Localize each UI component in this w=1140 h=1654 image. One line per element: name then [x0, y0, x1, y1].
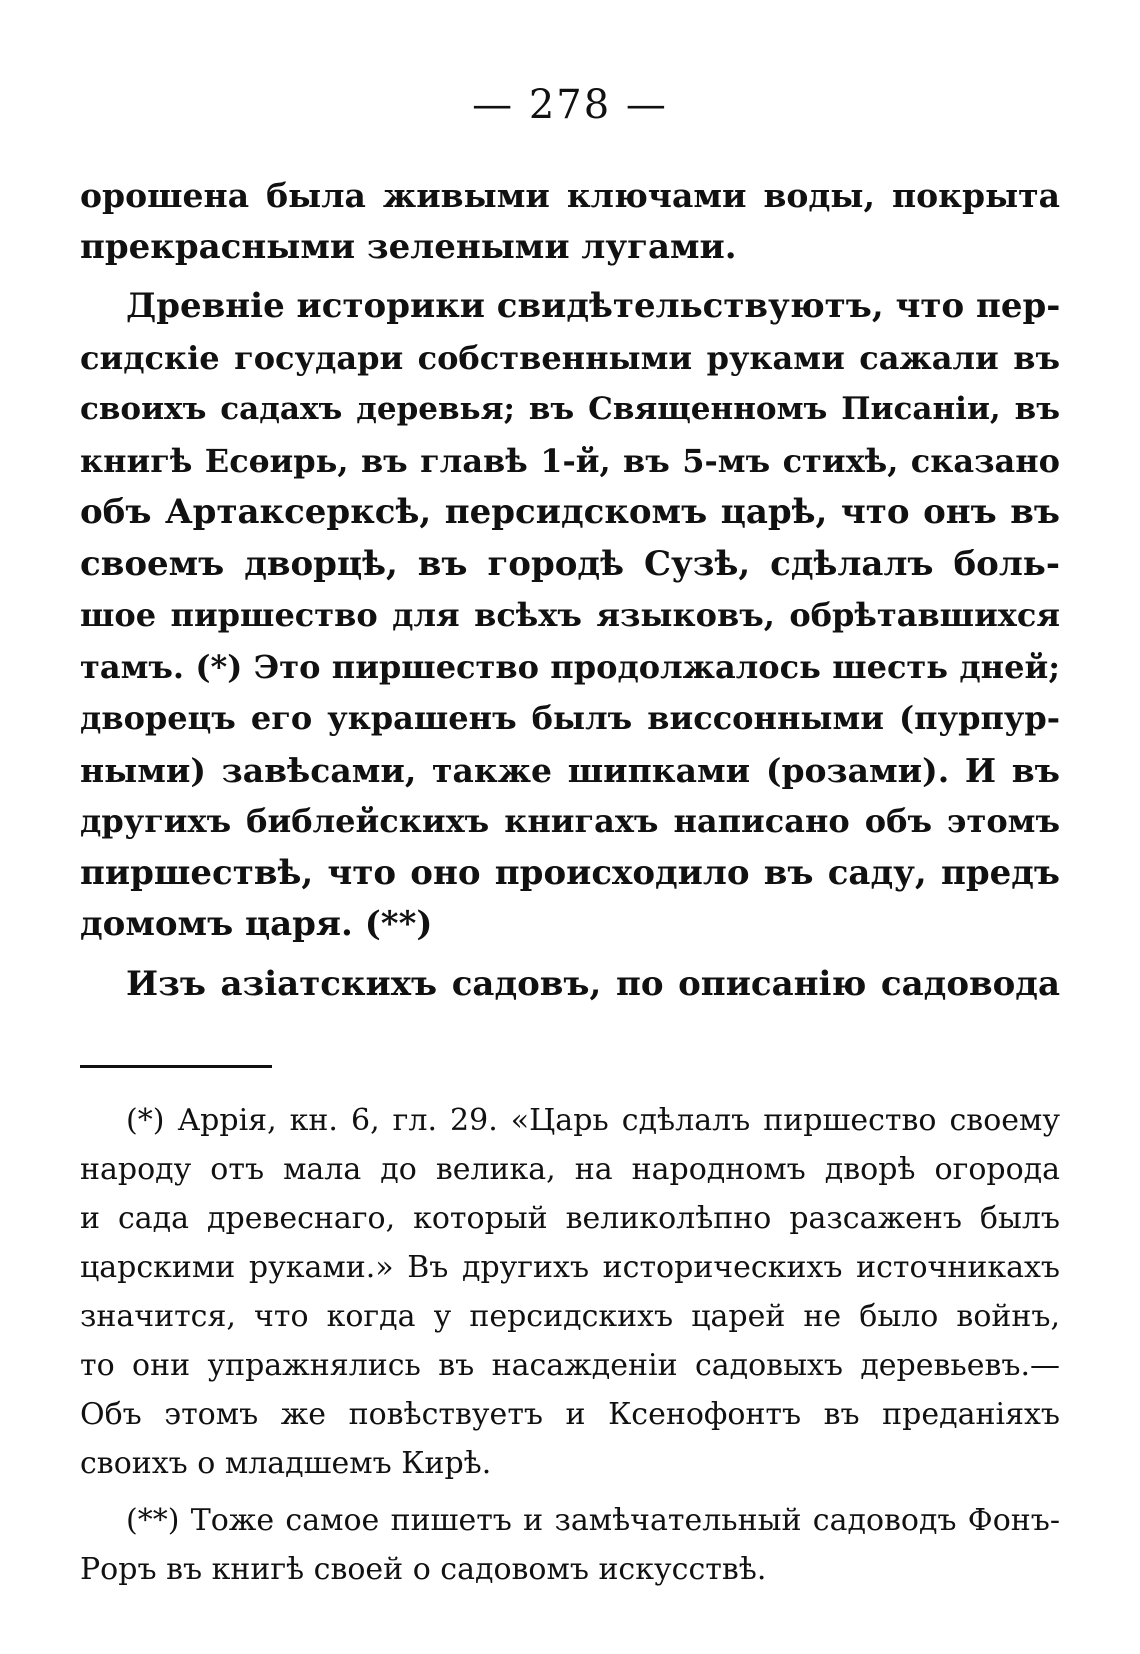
footnote-line: Объ этомъ же повѣствуетъ и Ксенофонтъ въ преданіяхъ [80, 1397, 1060, 1432]
main-text [80, 170, 1060, 1010]
text-line: объ Артаксерксѣ, персидскомъ царѣ, что онъ въ [80, 492, 1060, 532]
text-line: книгѣ Есѳирь, въ главѣ 1-й, въ 5-мъ стихѣ, сказано [80, 441, 1060, 480]
text-line: сидскіе государи собственными руками сажали въ [80, 338, 1060, 377]
footnotes [80, 1096, 1060, 1594]
text-line: другихъ библейскихъ книгахъ написано объ этомъ [80, 802, 1060, 840]
footnote-divider [80, 1065, 272, 1068]
footnote-line: значится, что когда у персидскихъ царей не было войнъ, [80, 1299, 1060, 1334]
text-line: дворецъ его украшенъ былъ виссонными (пурпур- [80, 699, 1060, 737]
text-line: прекрасными зелеными лугами. [80, 226, 737, 267]
text-line: домомъ царя. (**) [80, 904, 433, 944]
text-line: орошена была живыми ключами воды, покрыта [80, 176, 1060, 215]
text-line: Изъ азіатскихъ садовъ, по описанію садовода [126, 963, 1060, 1004]
footnote-line: народу отъ мала до велика, на народномъ дворѣ огорода [80, 1152, 1060, 1187]
page-number: — 278 — [472, 82, 668, 128]
text-line: пиршествѣ, что оно происходило въ саду, предъ [80, 852, 1060, 893]
footnote-line: то они упражнялись въ насажденіи садовыхъ деревьевъ.— [80, 1348, 1060, 1383]
text-line: тамъ. (*) Это пиршество продолжалось шесть дней; [80, 647, 1060, 686]
footnote-line: (**) Тоже самое пишетъ и замѣчательный садоводъ Фонъ- [126, 1503, 1060, 1538]
footnote-line: (*) Аррія, кн. 6, гл. 29. «Царь сдѣлалъ пиршество своему [126, 1103, 1060, 1138]
text-line: своемъ дворцѣ, въ городѣ Сузѣ, сдѣлалъ боль- [80, 543, 1060, 584]
text-line: ными) завѣсами, также шипками (розами). И въ [80, 750, 1060, 790]
text-line: своихъ садахъ деревья; въ Священномъ Писаніи, въ [80, 391, 1060, 427]
text-line: шое пиршество для всѣхъ языковъ, обрѣтавшихся [80, 596, 1060, 634]
footnote-line: Роръ въ книгѣ своей о садовомъ искусствѣ. [80, 1552, 767, 1587]
text-line: Древніе историки свидѣтельствуютъ, что пер- [126, 286, 1061, 326]
footnote-line: и сада древеснаго, который великолѣпно разсаженъ былъ [80, 1201, 1060, 1236]
footnote-line: своихъ о младшемъ Кирѣ. [80, 1446, 492, 1481]
footnote-line: царскими руками.» Въ другихъ историческихъ источникахъ [80, 1250, 1060, 1285]
